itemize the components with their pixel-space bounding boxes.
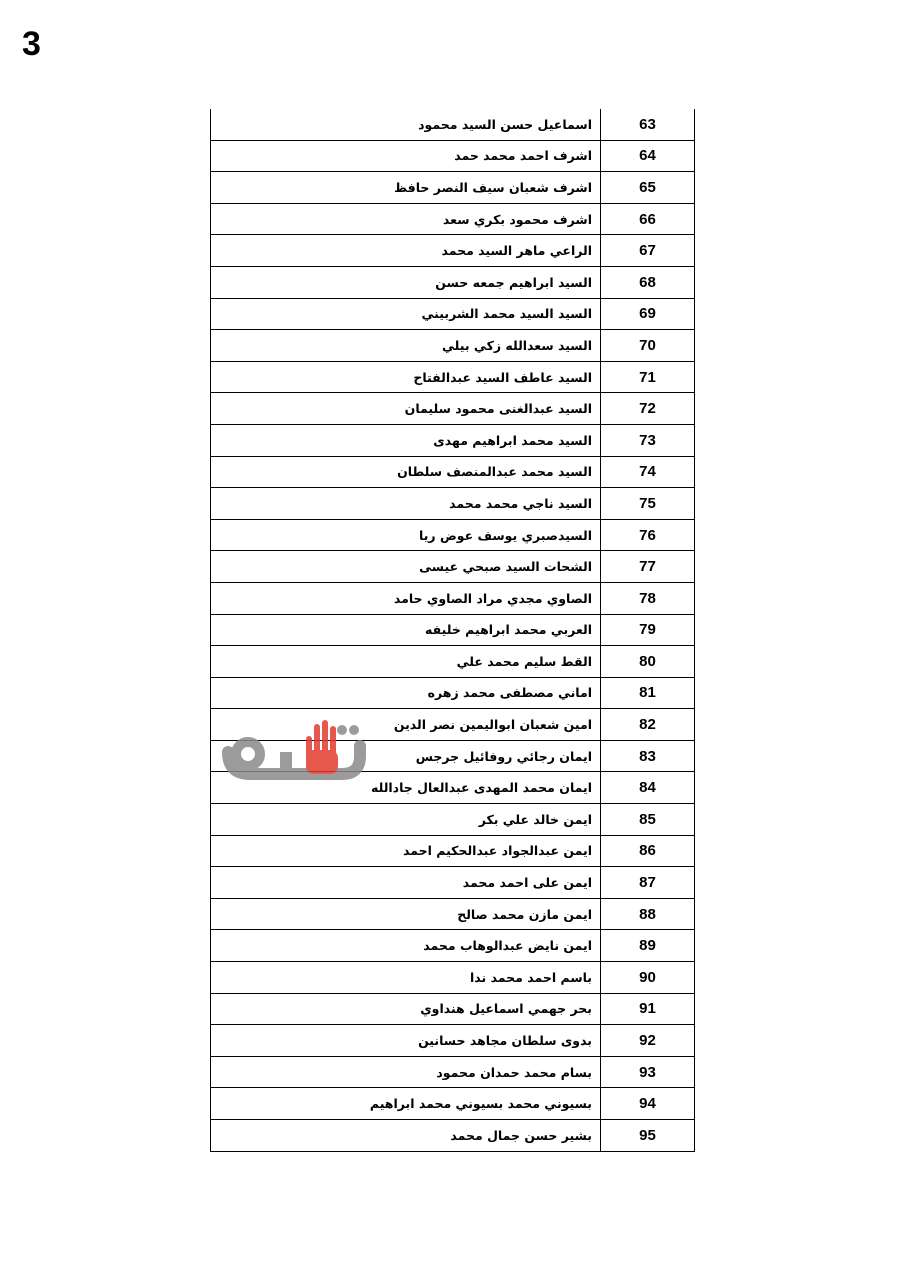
row-name: السيد السيد محمد الشربيني <box>211 298 601 330</box>
row-number: 90 <box>601 962 695 994</box>
row-number: 85 <box>601 804 695 836</box>
row-number: 70 <box>601 330 695 362</box>
row-name: العربي محمد ابراهيم خليفه <box>211 614 601 646</box>
row-number: 66 <box>601 203 695 235</box>
names-table-container <box>210 109 695 1152</box>
table-row <box>211 140 695 172</box>
table-row <box>211 614 695 646</box>
table-row <box>211 1056 695 1088</box>
row-name: السيدصبري يوسف عوض ريا <box>211 519 601 551</box>
row-number: 87 <box>601 867 695 899</box>
row-number: 67 <box>601 235 695 267</box>
row-number: 63 <box>601 109 695 140</box>
row-name: اشرف محمود بكري سعد <box>211 203 601 235</box>
table-row <box>211 393 695 425</box>
row-number: 84 <box>601 772 695 804</box>
row-number: 64 <box>601 140 695 172</box>
row-name: امين شعبان ابواليمين نصر الدين <box>211 709 601 741</box>
table-row <box>211 109 695 140</box>
row-name: ايمان رجائي روفائيل جرجس <box>211 740 601 772</box>
table-row <box>211 488 695 520</box>
table-row <box>211 835 695 867</box>
row-name: الشحات السيد صبحي عيسى <box>211 551 601 583</box>
table-row <box>211 993 695 1025</box>
table-row <box>211 203 695 235</box>
row-name: ايمان محمد المهدى عبدالعال جادالله <box>211 772 601 804</box>
row-number: 69 <box>601 298 695 330</box>
row-name: السيد عبدالغنى محمود سليمان <box>211 393 601 425</box>
watermark-logo <box>222 712 370 786</box>
table-row <box>211 867 695 899</box>
row-name: اشرف احمد محمد حمد <box>211 140 601 172</box>
row-name: اماني مصطفى محمد زهره <box>211 677 601 709</box>
page-number: 3 <box>22 25 41 63</box>
table-row <box>211 582 695 614</box>
table-row <box>211 677 695 709</box>
row-number: 81 <box>601 677 695 709</box>
row-number: 89 <box>601 930 695 962</box>
row-number: 74 <box>601 456 695 488</box>
table-row <box>211 930 695 962</box>
table-row <box>211 898 695 930</box>
row-name: بسام محمد حمدان محمود <box>211 1056 601 1088</box>
row-name: بسيوني محمد بسيوني محمد ابراهيم <box>211 1088 601 1120</box>
row-name: السيد ناجي محمد محمد <box>211 488 601 520</box>
row-name: القط سليم محمد علي <box>211 646 601 678</box>
row-name: ايمن عبدالجواد عبدالحكيم احمد <box>211 835 601 867</box>
table-row <box>211 1120 695 1152</box>
table-row <box>211 298 695 330</box>
row-number: 88 <box>601 898 695 930</box>
row-name: اسماعيل حسن السيد محمود <box>211 109 601 140</box>
table-row <box>211 266 695 298</box>
hand-logo-icon <box>228 720 360 774</box>
row-number: 94 <box>601 1088 695 1120</box>
row-name: السيد سعدالله زكي بيلي <box>211 330 601 362</box>
row-name: بشير حسن جمال محمد <box>211 1120 601 1152</box>
row-name: بدوى سلطان مجاهد حسانين <box>211 1025 601 1057</box>
row-name: اشرف شعبان سيف النصر حافظ <box>211 172 601 204</box>
table-row <box>211 551 695 583</box>
table-row <box>211 361 695 393</box>
table-row <box>211 456 695 488</box>
row-name: السيد عاطف السيد عبدالفتاح <box>211 361 601 393</box>
row-number: 80 <box>601 646 695 678</box>
table-row <box>211 1088 695 1120</box>
row-name: ايمن على احمد محمد <box>211 867 601 899</box>
row-number: 82 <box>601 709 695 741</box>
table-row <box>211 519 695 551</box>
row-number: 95 <box>601 1120 695 1152</box>
table-row <box>211 804 695 836</box>
table-row <box>211 172 695 204</box>
row-name: ايمن مازن محمد صالح <box>211 898 601 930</box>
table-row <box>211 1025 695 1057</box>
row-number: 78 <box>601 582 695 614</box>
row-number: 79 <box>601 614 695 646</box>
row-number: 86 <box>601 835 695 867</box>
table-row <box>211 235 695 267</box>
row-name: بحر جهمي اسماعيل هنداوي <box>211 993 601 1025</box>
row-number: 91 <box>601 993 695 1025</box>
row-number: 92 <box>601 1025 695 1057</box>
row-number: 65 <box>601 172 695 204</box>
row-number: 76 <box>601 519 695 551</box>
row-name: الراعي ماهر السيد محمد <box>211 235 601 267</box>
table-row <box>211 424 695 456</box>
row-name: السيد ابراهيم جمعه حسن <box>211 266 601 298</box>
row-name: ايمن خالد علي بكر <box>211 804 601 836</box>
row-number: 71 <box>601 361 695 393</box>
row-name: الصاوي مجدي مراد الصاوي حامد <box>211 582 601 614</box>
table-row <box>211 646 695 678</box>
row-name: السيد محمد عبدالمنصف سلطان <box>211 456 601 488</box>
row-number: 93 <box>601 1056 695 1088</box>
names-table <box>210 109 695 1152</box>
row-number: 77 <box>601 551 695 583</box>
row-number: 73 <box>601 424 695 456</box>
row-number: 72 <box>601 393 695 425</box>
row-name: السيد محمد ابراهيم مهدى <box>211 424 601 456</box>
row-number: 68 <box>601 266 695 298</box>
row-number: 75 <box>601 488 695 520</box>
row-name: باسم احمد محمد ندا <box>211 962 601 994</box>
table-row <box>211 962 695 994</box>
row-number: 83 <box>601 740 695 772</box>
names-table-body <box>211 109 695 1151</box>
row-name: ايمن نايض عبدالوهاب محمد <box>211 930 601 962</box>
table-row <box>211 330 695 362</box>
